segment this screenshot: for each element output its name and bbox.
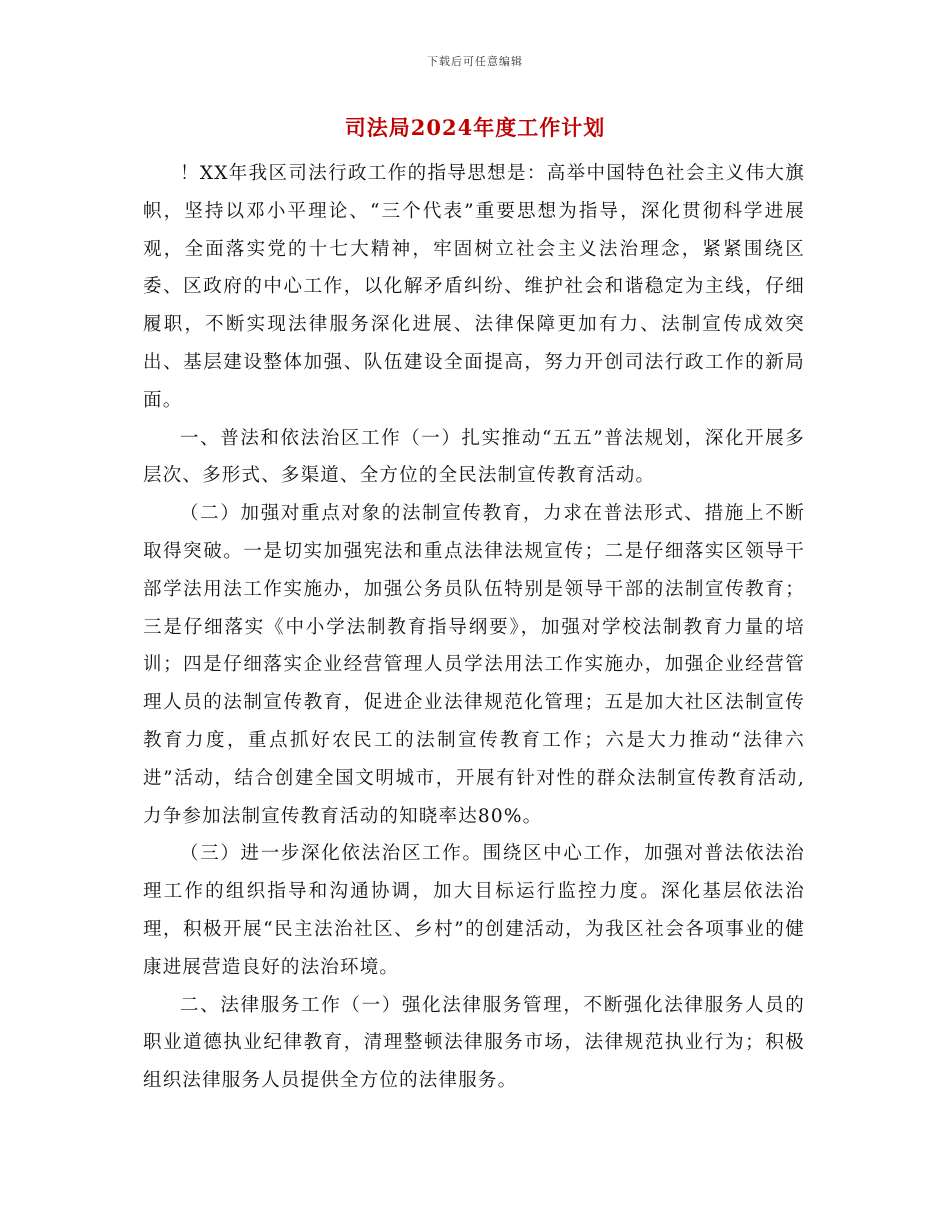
paragraph-section-1-item-1: 一、普法和依法治区工作（一）扎实推动“五五”普法规划，深化开展多层次、多形式、多渠道、全方位的全民法制宣传教育活动。 (143, 427, 805, 487)
document-body (143, 155, 805, 1100)
paragraph-section-1-item-2: （二）加强对重点对象的法制宣传教育，力求在普法形式、措施上不断取得突破。一是切实加强宪法和重点法律法规宣传；二是仔细落实区领导干部学法用法工作实施办，加强公务员队伍特别是领导干部的法制宣传教育；三是仔细落实《中小学法制教育指导纲要》，加强对学校法制教育力量的培训；四是仔细落实企业经营管理人员学法用法工作实施办，加强企业经营管理人员的法制宣传教育，促进企业法律规范化管理；五是加大社区法制宣传教育力度，重点抓好农民工的法制宣传教育工作；六是大力推动“法律六进”活动，结合创建全国文明城市，开展有针对性的群众法制宣传教育活动,力争参加法制宣传教育活动的知晓率达80%。 (143, 503, 805, 827)
paragraph-guiding-thought: ！XX年我区司法行政工作的指导思想是：高举中国特色社会主义伟大旗帜，坚持以邓小平理论、“三个代表”重要思想为指导，深化贯彻科学进展观，全面落实党的十七大精神，牢固树立社会主义法治理念，紧紧围绕区委、区政府的中心工作，以化解矛盾纠纷、维护社会和谐稳定为主线，仔细履职，不断实现法律服务深化进展、法律保障更加有力、法制宣传成效突出、基层建设整体加强、队伍建设全面提高，努力开创司法行政工作的新局面。 (143, 163, 805, 411)
download-note: 下载后可任意编辑 (427, 55, 523, 68)
paragraph-section-1-item-3: （三）进一步深化依法治区工作。围绕区中心工作，加强对普法依法治理工作的组织指导和沟通协调，加大目标运行监控力度。深化基层依法治理，积极开展“民主法治社区、乡村”的创建活动，为我区社会各项事业的健康进展营造良好的法治环境。 (143, 843, 805, 978)
document-title: 司法局2024年度工作计划 (344, 115, 606, 140)
paragraph-section-2-item-1: 二、法律服务工作（一）强化法律服务管理，不断强化法律服务人员的职业道德执业纪律教育，清理整顿法律服务市场，法律规范执业行为；积极组织法律服务人员提供全方位的法律服务。 (143, 994, 805, 1092)
